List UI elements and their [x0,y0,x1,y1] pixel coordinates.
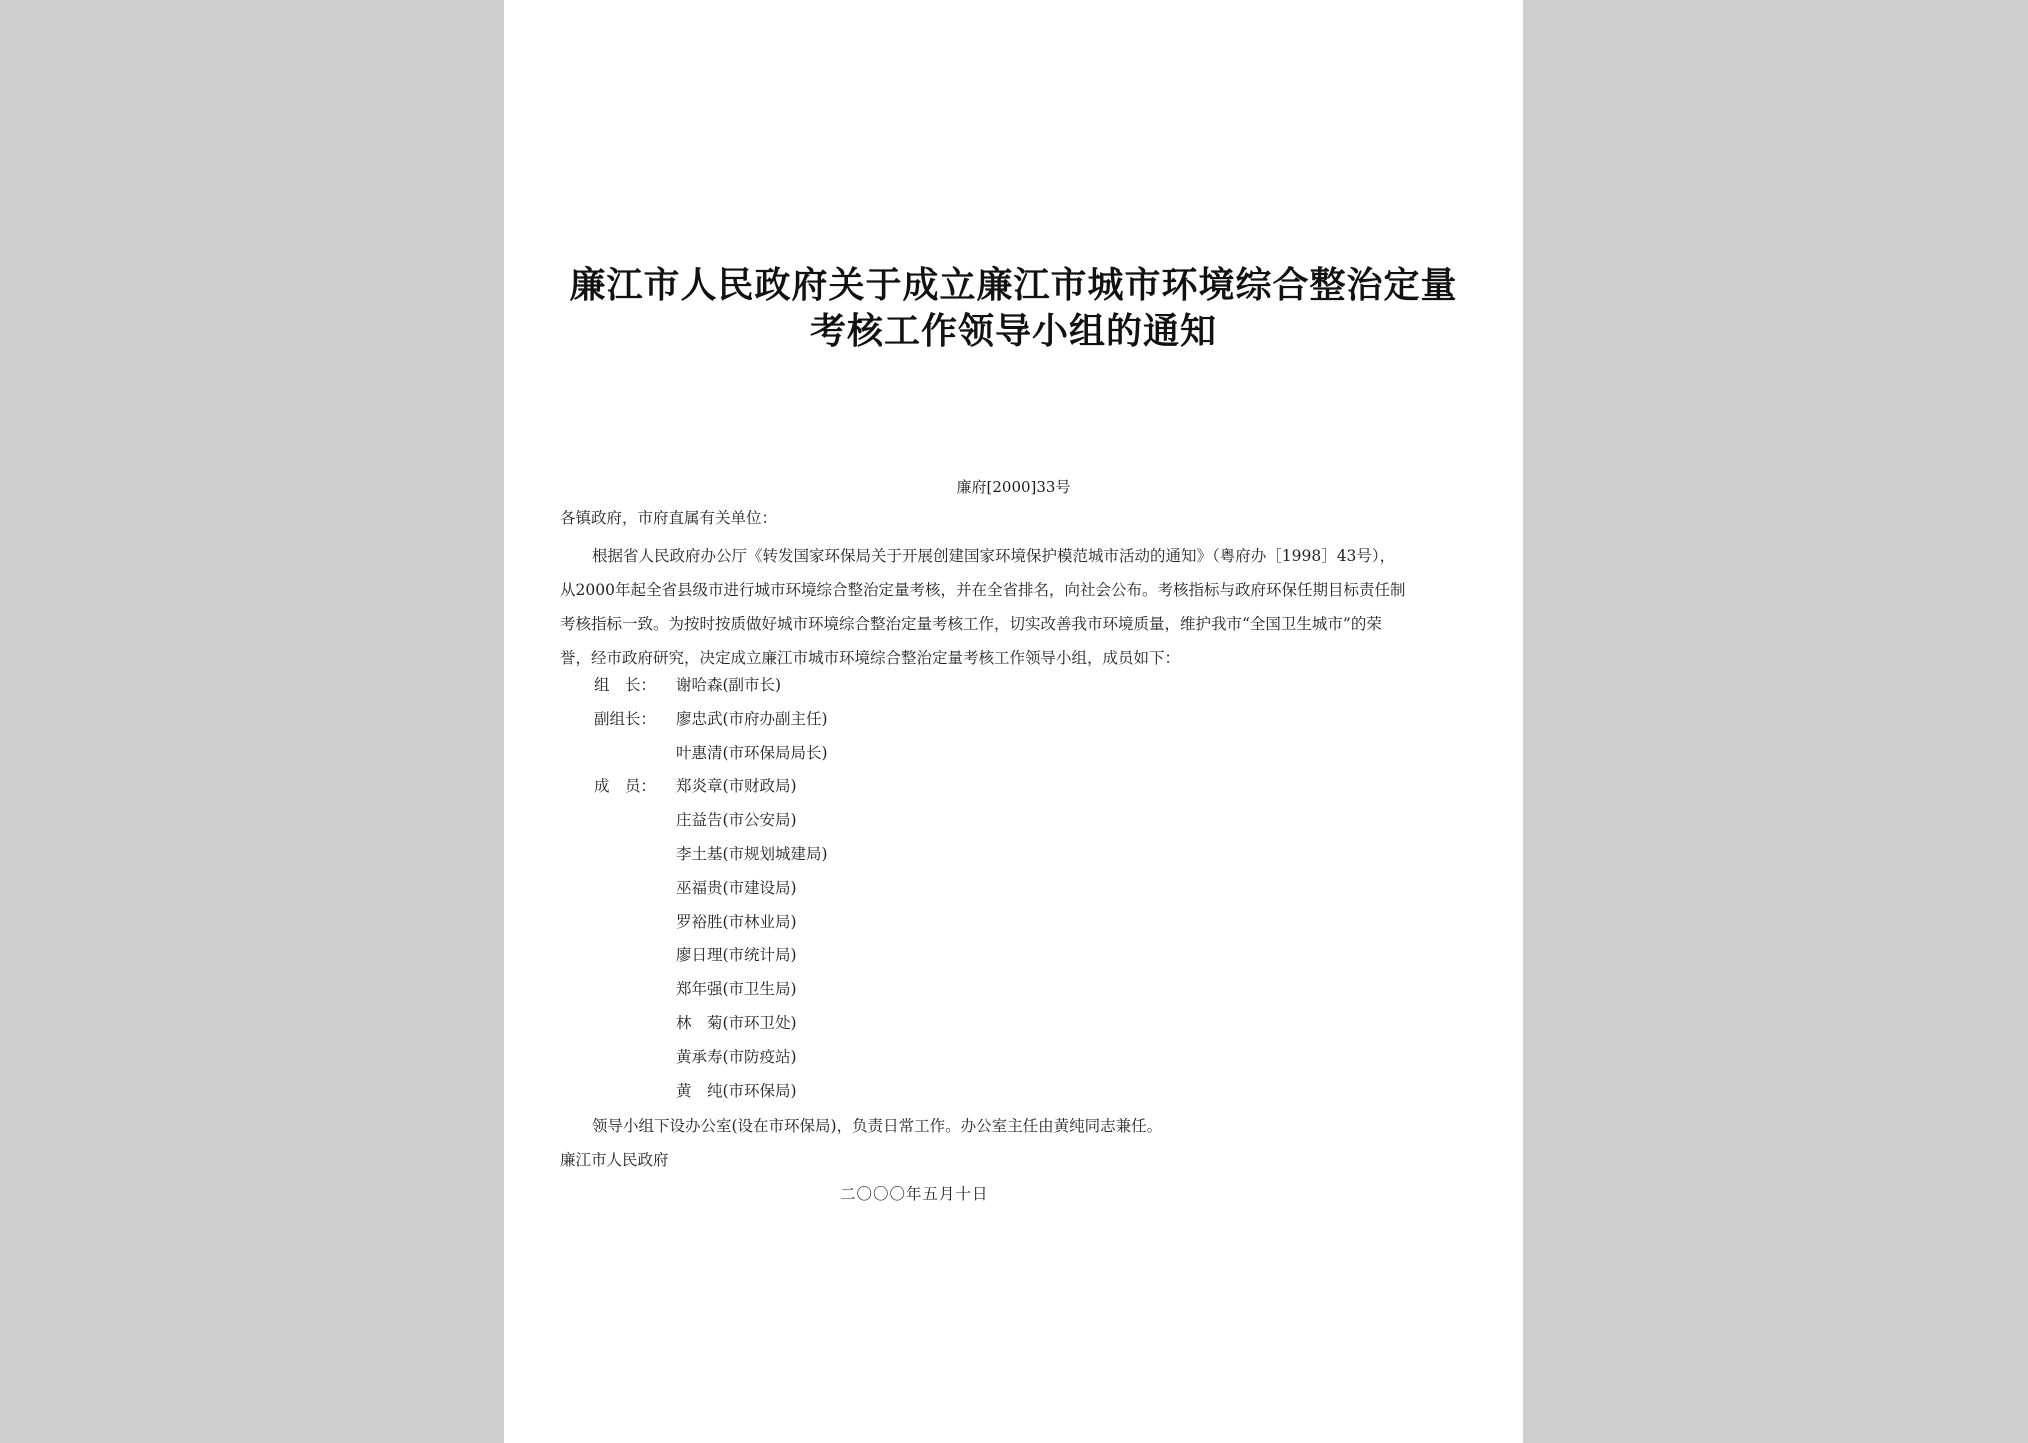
member-row [594,978,828,1012]
member-role [594,809,676,843]
member-person: 林 菊(市环卫处) [676,1013,797,1032]
member-person: 叶惠清(市环保局局长) [676,743,828,762]
member-person: 廖忠武(市府办副主任) [676,709,828,728]
title-line-1: 廉江市人民政府关于成立廉江市城市环境综合整治定量 [569,264,1458,306]
issuer-name: 廉江市人民政府 [560,1151,669,1169]
member-person: 郑炎章(市财政局) [676,777,797,796]
member-row [594,708,828,742]
member-person: 谢哈森(副市长) [676,676,782,694]
member-role [594,843,676,877]
member-list [594,674,828,1113]
member-row [594,674,828,708]
member-row [594,775,828,809]
salutation: 各镇政府，市府直属有关单位： [560,509,778,527]
member-role: 组 长： [594,676,657,694]
member-row [594,809,828,843]
member-row [594,944,828,978]
member-role [594,1080,676,1114]
member-row [594,843,828,877]
member-role [594,1046,676,1080]
member-person: 黄承寿(市防疫站) [676,1047,797,1066]
body-line: 誉，经市政府研究，决定成立廉江市城市环境综合整治定量考核工作领导小组，成员如下： [560,649,1181,667]
document-title [504,262,1523,354]
member-role: 成 员： [594,777,657,796]
member-role: 副组长： [594,709,657,728]
member-person: 黄 纯(市环保局) [676,1081,797,1100]
member-person: 罗裕胜(市林业局) [676,912,797,931]
member-row [594,911,828,945]
issue-date: 二〇〇〇年五月十日 [840,1185,989,1203]
member-row [594,1012,828,1046]
member-role [594,944,676,978]
member-person: 廖日理(市统计局) [676,946,797,965]
member-row [594,877,828,911]
document-number: 廉府[2000]33号 [956,478,1071,496]
member-person: 庄益告(市公安局) [676,811,797,830]
member-role [594,877,676,911]
member-person: 李土基(市规划城建局) [676,844,828,863]
body-paragraph [560,539,1472,675]
body-line: 根据省人民政府办公厅《转发国家环保局关于开展创建国家环境保护模范城市活动的通知》（粤府办［1998］43号）， [592,547,1396,565]
member-row [594,1080,828,1114]
document-page [504,0,1523,1443]
closing-statement: 领导小组下设办公室(设在市环保局)，负责日常工作。办公室主任由黄纯同志兼任。 [592,1117,1163,1135]
member-role [594,911,676,945]
member-person: 郑年强(市卫生局) [676,980,797,999]
member-row [594,742,828,776]
member-role [594,742,676,776]
title-line-2: 考核工作领导小组的通知 [809,310,1217,352]
body-line: 考核指标一致。为按时按质做好城市环境综合整治定量考核工作，切实改善我市环境质量，维护我市“全国卫生城市”的荣 [560,615,1382,633]
member-role [594,978,676,1012]
body-line: 从2000年起全省县级市进行城市环境综合整治定量考核，并在全省排名，向社会公布。考核指标与政府环保任期目标责任制 [560,581,1406,599]
member-person: 巫福贵(市建设局) [676,878,797,897]
member-row [594,1046,828,1080]
member-role [594,1012,676,1046]
